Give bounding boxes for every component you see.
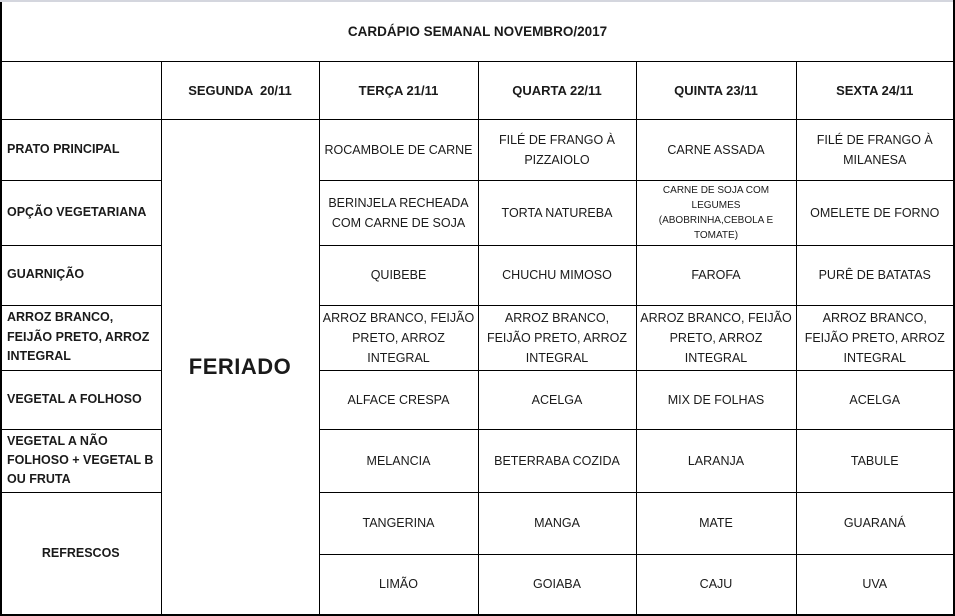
row-label-guarnicao: GUARNIÇÃO [1, 245, 161, 305]
menu-cell: FILÉ DE FRANGO À MILANESA [796, 119, 954, 180]
row-label-refrescos: REFRESCOS [1, 492, 161, 615]
day-header-quarta: QUARTA 22/11 [478, 61, 636, 119]
menu-cell: GUARANÁ [796, 492, 954, 554]
menu-cell: QUIBEBE [319, 245, 478, 305]
menu-cell: ACELGA [478, 370, 636, 429]
menu-cell: MELANCIA [319, 429, 478, 492]
menu-cell: FILÉ DE FRANGO À PIZZAIOLO [478, 119, 636, 180]
row-label-prato-principal: PRATO PRINCIPAL [1, 119, 161, 180]
menu-cell: GOIABA [478, 554, 636, 615]
menu-cell: PURÊ DE BATATAS [796, 245, 954, 305]
menu-cell: CHUCHU MIMOSO [478, 245, 636, 305]
day-header-quinta: QUINTA 23/11 [636, 61, 796, 119]
menu-cell: TORTA NATUREBA [478, 180, 636, 245]
menu-cell: MIX DE FOLHAS [636, 370, 796, 429]
menu-cell: ARROZ BRANCO, FEIJÃO PRETO, ARROZ INTEGRAL [796, 305, 954, 370]
menu-cell: LARANJA [636, 429, 796, 492]
row-label-vegetal-folhoso: VEGETAL A FOLHOSO [1, 370, 161, 429]
menu-cell: TANGERINA [319, 492, 478, 554]
row-label-vegetal-nao-folhoso: VEGETAL A NÃO FOLHOSO + VEGETAL B OU FRUTA [1, 429, 161, 492]
table-title: CARDÁPIO SEMANAL NOVEMBRO/2017 [1, 1, 954, 61]
menu-cell: BETERRABA COZIDA [478, 429, 636, 492]
menu-cell: ARROZ BRANCO, FEIJÃO PRETO, ARROZ INTEGRAL [478, 305, 636, 370]
menu-cell: TABULE [796, 429, 954, 492]
menu-cell: ARROZ BRANCO, FEIJÃO PRETO, ARROZ INTEGRAL [636, 305, 796, 370]
row-label-arroz-feijao: ARROZ BRANCO, FEIJÃO PRETO, ARROZ INTEGRAL [1, 305, 161, 370]
menu-cell: UVA [796, 554, 954, 615]
menu-cell: ALFACE CRESPA [319, 370, 478, 429]
menu-cell: LIMÃO [319, 554, 478, 615]
menu-cell: ARROZ BRANCO, FEIJÃO PRETO, ARROZ INTEGRAL [319, 305, 478, 370]
menu-cell: OMELETE DE FORNO [796, 180, 954, 245]
menu-cell: CARNE DE SOJA COM LEGUMES (ABOBRINHA,CEBOLA E TOMATE) [636, 180, 796, 245]
menu-cell: BERINJELA RECHEADA COM CARNE DE SOJA [319, 180, 478, 245]
day-header-sexta: SEXTA 24/11 [796, 61, 954, 119]
menu-cell: CAJU [636, 554, 796, 615]
menu-cell: ACELGA [796, 370, 954, 429]
menu-cell: CARNE ASSADA [636, 119, 796, 180]
menu-cell: FAROFA [636, 245, 796, 305]
menu-cell: MATE [636, 492, 796, 554]
menu-cell: MANGA [478, 492, 636, 554]
corner-cell [1, 61, 161, 119]
menu-cell: ROCAMBOLE DE CARNE [319, 119, 478, 180]
day-header-segunda: SEGUNDA 20/11 [161, 61, 319, 119]
day-header-terca: TERÇA 21/11 [319, 61, 478, 119]
holiday-cell: FERIADO [161, 119, 319, 615]
row-label-opcao-vegetariana: OPÇÃO VEGETARIANA [1, 180, 161, 245]
